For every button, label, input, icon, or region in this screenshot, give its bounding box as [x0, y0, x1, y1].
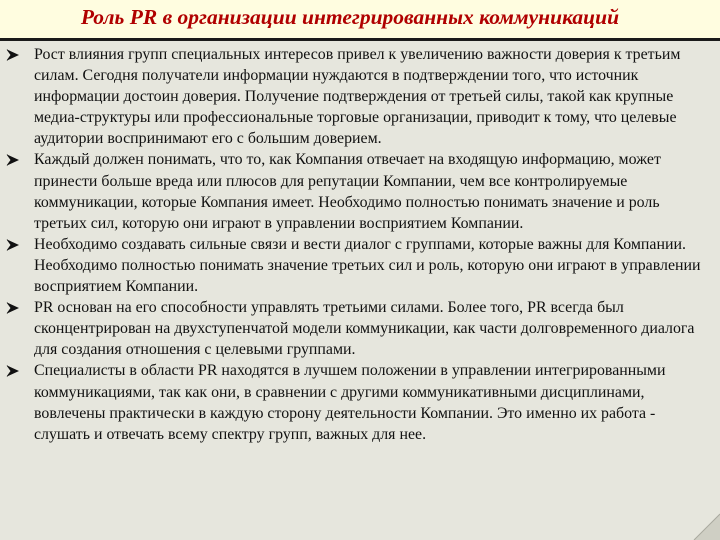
arrowhead-bullet-icon — [6, 302, 20, 314]
title-bar — [0, 0, 720, 38]
bullet-list — [6, 44, 706, 445]
bullet-text: Необходимо создавать сильные связи и вести диалог с группами, которые важны для Компании. Необходимо полностью понимать значение третьих сил и роль, которую они играют в управлении восприятием Компании. — [34, 235, 701, 296]
arrowhead-bullet-icon — [6, 239, 20, 251]
bullet-text: Каждый должен понимать, что то, как Компания отвечает на входящую информацию, может принести больше вреда или плюсов для репутации Компании, чем все контролируемые коммуникации, которые Компания имеет. Необходимо полностью понимать значение и роль третьих сил, которую они играют в управлении восприятием Компании. — [34, 151, 661, 232]
title-divider — [0, 38, 720, 41]
bullet-item — [6, 297, 706, 360]
bullet-item — [6, 360, 706, 444]
arrowhead-bullet-icon — [6, 154, 20, 166]
bullet-text: Специалисты в области PR находятся в лучшем положении в управлении интегрированными коммуникациями, так как они, в сравнении с другими коммуникативными дисциплинами, вовлечены практически в каждую сторону деятельности Компании. Это именно их работа - слушать и отвечать всему спектру групп, важных для нее. — [34, 362, 666, 443]
bullet-item — [6, 149, 706, 233]
page-corner-fold — [688, 508, 720, 540]
slide-title: Роль PR в организации интегрированных коммуникаций — [80, 5, 620, 29]
bullet-item — [6, 234, 706, 297]
bullet-text: Рост влияния групп специальных интересов привел к увеличению важности доверия к третьим силам. Сегодня получатели информации нуждаются в подтверждении того, что источник информации достоин доверия. Получение подтверждения от третьей силы, такой как крупные медиа-структуры или профессиональные торговые организации, приводит к тому, что целевые аудитории воспринимают его с большим доверием. — [34, 46, 681, 148]
arrowhead-bullet-icon — [6, 49, 20, 61]
bullet-item — [6, 44, 706, 149]
bullet-text: PR основан на его способности управлять третьими силами. Более того, PR всегда был сконцентрирован на двухступенчатой модели коммуникации, как части долговременного диалога для создания отношения с целевыми группами. — [34, 299, 695, 359]
arrowhead-bullet-icon — [6, 365, 20, 377]
slide-body — [6, 44, 706, 534]
